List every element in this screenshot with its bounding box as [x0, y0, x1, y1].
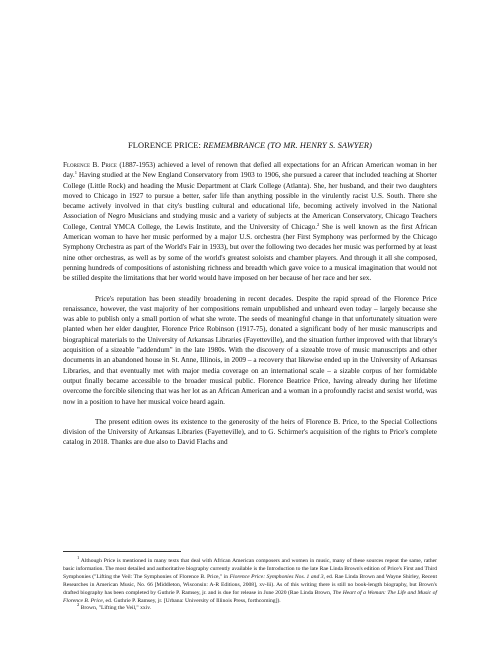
footnote-separator [63, 551, 181, 552]
paragraph-1-text-b: Having studied at the New England Conservatory from 1903 to 1906, she pursued a career that included teaching at Shorter College (Little Rock) and heading the Music Department at Clark College (Atlanta). She, her husband, and their two daughters moved to Chicago in 1927 to pursue a better, safer life than anything possible in the virulently racist U.S. South. There she became actively involved in that city's bustling cultural and educational life, becoming actively involved in the National Association of Negro Musicians and studying music and a variety of subjects at the American Conservatory, Chicago Teachers College, Central YMCA College, the Lewis Institute, and the University of Chicago. [63, 171, 437, 231]
footnotes [63, 555, 437, 613]
footnote-1-text-c: , ed. Rae Linda Brown and Wayne Shirley, Recent Researches in American Music, No. 66 [Middleton, Wisconsin: A-R Editions, 2008], xv-lii). As of this writing there is still no book-length biography, but Brown's drafted biography has been completed by Guthrie P. Ramsey, jr. and is due for release in June 2020 (Rae Linda Brown, [63, 573, 437, 596]
footnote-1-text-a: Although Price is mentioned in many texts that deal with African American composers and women in music, many of these sources repeat the same, rather basic information. The most detailed and authoritative biography currently available is the Introduction to the late Rae Linda Brown's edition of Price's First and Third Symphonies ("Lifting the Veil: The Symphonies of Florence B. Price," in [63, 558, 437, 580]
footnote-1-book-title-1: Florence Price: Symphonies Nos. 1 and 3 [229, 573, 324, 580]
footnote-1-book-title-2: The Heart of a Woman: The Life and Music of Florence B. Price [63, 589, 437, 604]
paragraph-2: Price's reputation has been steadily broadening in recent decades. Despite the rapid spread of the Florence Price renaissance, however, the vast majority of her compositions remain unpublished and unheard even today – largely because she was able to publish only a small portion of what she wrote. The seeds of meaningful change in that unfortunately situation were planted when her elder daughter, Florence Price Robinson (1917-75), donated a significant body of her music manuscripts and biographical materials to the University of Arkansas Libraries (Fayetteville), and the situation further improved with that library's acquisition of a sizeable "addendum" in the late 1980s. With the discovery of a sizeable trove of music manuscripts and other documents in an abandoned house in St. Anne, Illinois, in 2009 – a recovery that likewise ended up in the University of Arkansas Libraries, and that eventually met with major media coverage on an international scale – a sizable corpus of her formidable output finally became accessible to the broader musical public. Florence Beatrice Price, having already during her lifetime overcome the forcible silencing that was her lot as an African American and a woman in a profoundly racist and sexist world, was now in a position to have her musical voice heard again. [63, 294, 437, 406]
footnote-ref-2[interactable]: 2 [317, 221, 320, 227]
body-text [63, 160, 437, 458]
footnote-2-text: Brown, "Lifting the Veil," xxiv. [79, 605, 152, 612]
footnote-2-number: 2 [77, 602, 80, 608]
paragraph-3: The present edition owes its existence to the generosity of the heirs of Florence B. Price, to the Special Collections division of the University of Arkansas Libraries (Fayetteville), and to G. Schirmer's acquisition of the rights to Price's complete catalog in 2018. Thanks are due also to David Flachs and [63, 417, 437, 447]
footnote-1-number: 1 [77, 555, 80, 560]
title-work: REMEMBRANCE (TO MR. HENRY S. SAWYER) [203, 141, 372, 150]
section-title [0, 141, 500, 150]
paragraph-1-text-c: She is well known as the first African American woman to have her music performed by a major U.S. orchestra (her First Symphony was performed by the Chicago Symphony Orchestra as part of the World's Fair in 1933), but over the following two decades her music was performed by at least nine other orchestras, as well as by some of the world's greatest soloists and chamber players. And through it all she composed, penning hundreds of compositions of astonishing richness and breadth which gave voice to a musical imagination that would not be stilled despite the limitations that her world would have imposed on her because of her race and her sex. [63, 222, 437, 283]
paragraph-1 [63, 160, 437, 284]
paragraph-1-text-a: (1887-1953) achieved a level of renown that defied all expectations for an African American woman in her day. [63, 161, 437, 180]
footnote-1 [63, 555, 437, 608]
footnote-2 [63, 602, 437, 613]
composer-name: Florence B. Price [63, 161, 117, 169]
title-prefix: FLORENCE PRICE: [128, 141, 204, 150]
footnote-ref-1[interactable]: 1 [74, 170, 77, 176]
footnote-1-text-e: , ed. Guthrie P. Ramsey, jr. [Urbana: University of Illinois Press, forthcoming]). [102, 597, 281, 604]
